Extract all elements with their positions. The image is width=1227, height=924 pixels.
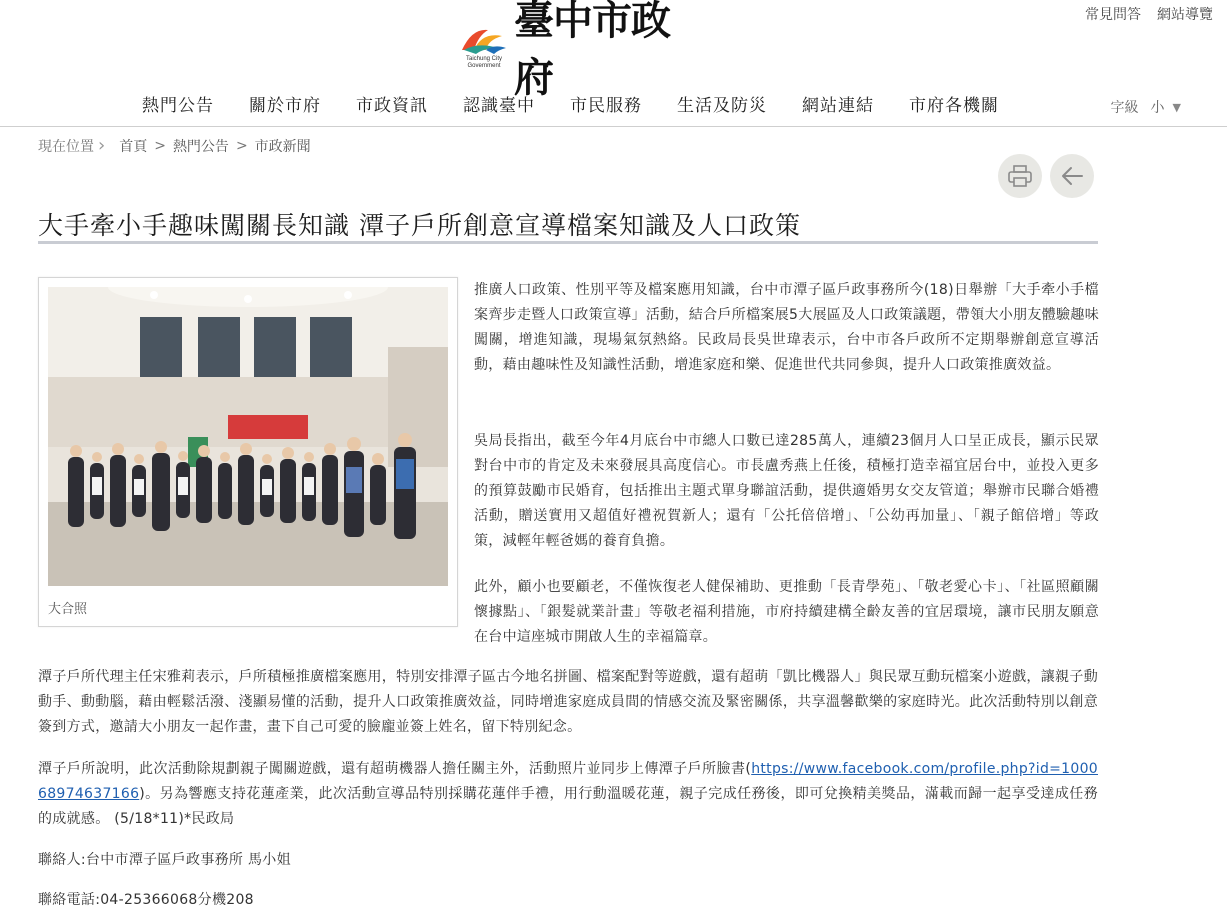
nav-divider <box>0 126 1227 127</box>
article-paragraph-4: 潭子戶所代理主任宋雅莉表示，戶所積極推廣檔案應用，特別安排潭子區古今地名拼圖、檔案配對等遊戲，還有超萌「凱比機器人」與民眾互動玩檔案小遊戲，讓親子動動手、動動腦，藉由輕鬆活潑、淺顯易懂的活動，提升人口政策推廣效益，同時增進家庭成員間的情感交流及緊密關係，共享溫馨歡樂的家庭時光。此次活動特別以創意簽到方式，邀請大小朋友一起作畫，畫下自己可愛的臉龐並簽上姓名，留下特別紀念。 <box>38 669 1098 735</box>
utility-links <box>1085 4 1213 24</box>
nav-citizen-services[interactable]: 市民服務 <box>570 96 642 116</box>
font-size-select[interactable]: 小 <box>1150 100 1165 116</box>
contact-person: 聯絡人:台中市潭子區戶政事務所 馬小姐 <box>38 852 291 868</box>
photo-caption: 大合照 <box>48 602 88 617</box>
city-emblem-icon <box>458 20 510 72</box>
nav-about[interactable]: 關於市府 <box>249 96 321 116</box>
logo-english-text: Taichung City Government <box>465 56 503 69</box>
paragraph-5-text-before: 潭子戶所說明，此次活動除規劃親子闖關遊戲，還有超萌機器人擔任關主外，活動照片並同步上傳潭子戶所臉書( <box>38 761 752 777</box>
breadcrumb-hot-news[interactable]: 熱門公告 <box>172 139 229 155</box>
contact-phone: 聯絡電話:04-25366068分機208 <box>38 892 254 908</box>
logo-title: 臺中市政府 <box>514 0 670 101</box>
breadcrumb-home[interactable]: 首頁 <box>119 139 148 155</box>
article-title: 大手牽小手趣味闖關長知識 潭子戶所創意宣導檔案知識及人口政策 <box>38 211 801 240</box>
nav-know-taichung[interactable]: 認識臺中 <box>463 96 535 116</box>
nav-city-info[interactable]: 市政資訊 <box>356 96 428 116</box>
nav-agencies[interactable]: 市府各機關 <box>909 96 999 116</box>
faq-link[interactable]: 常見問答 <box>1085 7 1141 23</box>
site-logo[interactable] <box>458 0 688 101</box>
article-paragraph-5 <box>38 757 1098 832</box>
main-nav <box>126 94 1018 118</box>
article-paragraph-3: 此外，顧小也要顧老，不僅恢復老人健保補助、更推動「長青學苑」、「敬老愛心卡」、「社區照顧關懷據點」、「銀髮就業計畫」等敬老福利措施，市府持續建構全齡友善的宜居環境，讓市民朋友願意在台中這座城市開啟人生的幸福篇章。 <box>474 579 1099 645</box>
breadcrumb-separator: > <box>154 138 166 154</box>
breadcrumb <box>38 136 311 156</box>
back-button[interactable] <box>1050 154 1094 198</box>
font-size-control <box>1111 97 1181 117</box>
article-paragraph-2: 吳局長指出，截至今年4月底台中市總人口數已達285萬人，連續23個月人口呈正成長，顯示民眾對台中市的肯定及未來發展具高度信心。市長盧秀燕上任後，積極打造幸福宜居台中，並投入更多的預算鼓勵市民婚育，包括推出主題式單身聯誼活動，提供適婚男女交友管道；舉辦市民聯合婚禮活動，贈送實用又超值好禮祝賀新人；還有「公托倍倍增」、「公幼再加量」、「親子館倍增」等政策，減輕年輕爸媽的養育負擔。 <box>474 433 1099 549</box>
nav-hot-news[interactable]: 熱門公告 <box>142 96 214 116</box>
group-photo[interactable] <box>48 287 448 586</box>
breadcrumb-here-label: 現在位置 <box>38 139 94 155</box>
paragraph-5-text-after: )。另為響應支持花蓮產業，此次活動宣導品特別採購花蓮伴手禮，用行動溫暖花蓮，親子完成任務後，即可兌換精美獎品，滿載而歸一起享受達成任務的成就感。 (5/18*11)*民政局 <box>38 786 1098 827</box>
article-paragraph-1: 推廣人口政策、性別平等及檔案應用知識，台中市潭子區戶政事務所今(18)日舉辦「大手牽小手檔案齊步走暨人口政策宣導」活動，結合戶所檔案展5大展區及人口政策議題，帶領大小朋友體驗趣味闖關，增進知識，現場氣氛熱絡。民政局長吳世瑋表示，台中市各戶政所不定期舉辦創意宣導活動，藉由趣味性及知識性活動，增進家庭和樂、促進世代共同參與，提升人口政策推廣效益。 <box>474 282 1099 373</box>
print-button[interactable] <box>998 154 1042 198</box>
nav-web-links[interactable]: 網站連結 <box>802 96 874 116</box>
dropdown-arrow-icon[interactable]: ▼ <box>1172 100 1181 114</box>
printer-icon <box>1007 164 1033 188</box>
sitemap-link[interactable]: 網站導覽 <box>1157 7 1213 23</box>
breadcrumb-separator: > <box>235 138 248 154</box>
facebook-link[interactable]: https://www.facebook.com/profile.php?id=100068974637166 <box>38 761 1098 802</box>
title-underline <box>38 241 1098 244</box>
arrow-left-icon <box>1060 165 1084 187</box>
photo-figure <box>38 277 458 627</box>
font-size-label: 字級 <box>1110 100 1139 116</box>
breadcrumb-city-news[interactable]: 市政新聞 <box>254 139 311 155</box>
nav-life-disaster[interactable]: 生活及防災 <box>677 96 767 116</box>
article-tools <box>998 154 1094 198</box>
chevron-right-icon: › <box>98 135 106 156</box>
